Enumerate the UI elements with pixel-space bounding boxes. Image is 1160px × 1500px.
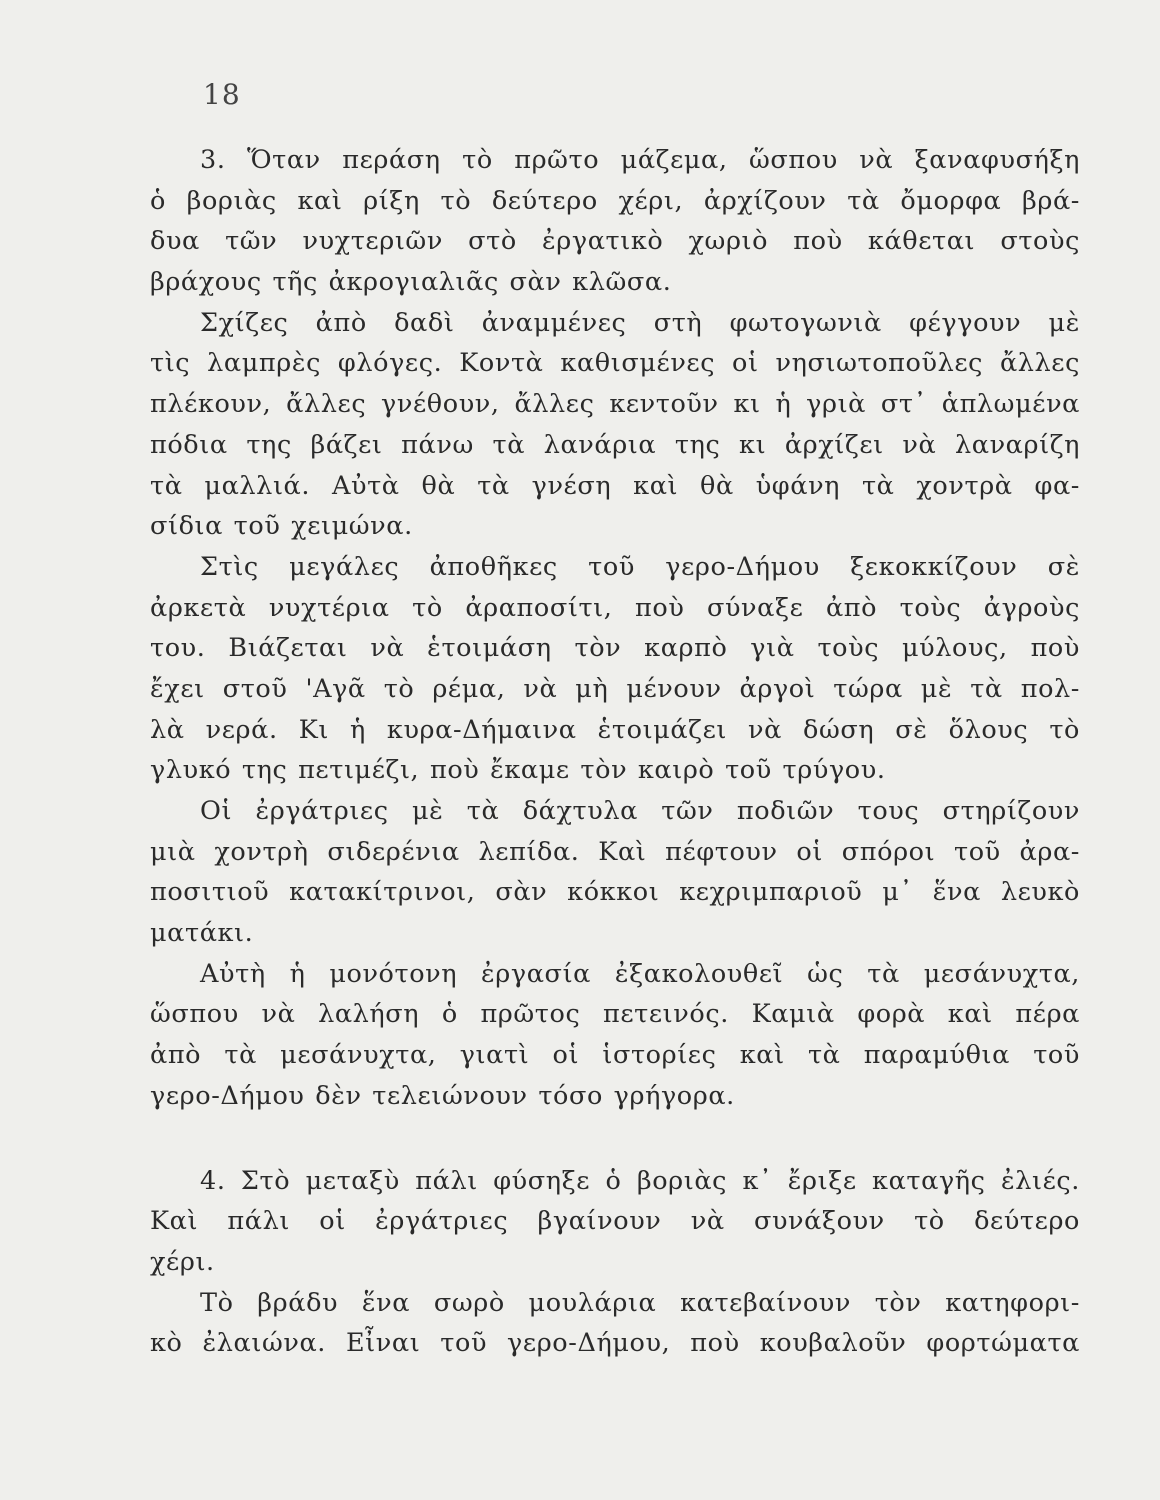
text-line: σίδια τοῦ χειμώνα. xyxy=(150,511,413,542)
section-gap xyxy=(150,1117,1080,1161)
text-line: πλέκουν, ἄλλες γνέθουν, ἄλλες κεντοῦν κι ἡ γριὰ στ᾽ ἁπλωμένα xyxy=(150,389,1080,420)
text-line: Στὶς μεγάλες ἀποθῆκες τοῦ γερο-Δήμου ξεκοκκίζουν σὲ xyxy=(200,551,1080,582)
text-line: ὥσπου νὰ λαλήση ὁ πρῶτος πετεινός. Καμιὰ φορὰ καὶ πέρα xyxy=(150,999,1080,1030)
body-text xyxy=(150,140,1080,1364)
text-line: Οἱ ἐργάτριες μὲ τὰ δάχτυλα τῶν ποδιῶν τους στηρίζουν xyxy=(200,796,1080,826)
text-line: γερο-Δήμου δὲν τελειώνουν τόσο γρήγορα. xyxy=(150,1080,735,1111)
text-line: ἔχει στοῦ 'Αγᾶ τὸ ρέμα, νὰ μὴ μένουν ἀργοὶ τώρα μὲ τὰ πολ- xyxy=(150,673,1080,704)
text-line: Τὸ βράδυ ἕνα σωρὸ μουλάρια κατεβαίνουν τὸν κατηφορι- xyxy=(200,1287,1080,1318)
text-line: βράχους τῆς ἀκρογιαλιᾶς σὰν κλῶσα. xyxy=(150,267,672,298)
page-number: 18 xyxy=(203,78,241,111)
text-line: Αὐτὴ ἡ μονότονη ἐργασία ἐξακολουθεῖ ὡς τὰ μεσάνυχτα, xyxy=(200,958,1080,989)
text-line: του. Βιάζεται νὰ ἑτοιμάση τὸν καρπὸ γιὰ τοὺς μύλους, ποὺ xyxy=(150,633,1080,664)
text-line: χέρι. xyxy=(150,1246,215,1277)
text-line: ἀπὸ τὰ μεσάνυχτα, γιατὶ οἱ ἱστορίες καὶ τὰ παραμύθια τοῦ xyxy=(150,1040,1080,1071)
text-line: δυα τῶν νυχτεριῶν στὸ ἐργατικὸ χωριὸ ποὺ κάθεται στοὺς xyxy=(150,226,1080,257)
text-line: ματάκι. xyxy=(150,918,254,949)
text-line: κὸ ἐλαιώνα. Εἶναι τοῦ γερο-Δήμου, ποὺ κουβαλοῦν φορτώματα xyxy=(150,1328,1080,1359)
text-line: πόδια της βάζει πάνω τὰ λανάρια της κι ἀρχίζει νὰ λαναρίζη xyxy=(150,429,1080,460)
text-line: τὶς λαμπρὲς φλόγες. Κοντὰ καθισμένες οἱ νησιωτοποῦλες ἄλλες xyxy=(150,348,1080,379)
text-line: Σχίζες ἀπὸ δαδὶ ἀναμμένες στὴ φωτογωνιὰ φέγγουν μὲ xyxy=(200,307,1080,338)
text-line: ὁ βοριὰς καὶ ρίξη τὸ δεύτερο χέρι, ἀρχίζουν τὰ ὄμορφα βρά- xyxy=(150,185,1080,216)
text-line: 4. Στὸ μεταξὺ πάλι φύσηξε ὁ βοριὰς κ᾽ ἔριξε καταγῆς ἐλιές. xyxy=(200,1165,1080,1196)
text-line: μιὰ χοντρὴ σιδερένια λεπίδα. Καὶ πέφτουν οἱ σπόροι τοῦ ἀρα- xyxy=(150,836,1080,867)
text-line: γλυκό της πετιμέζι, ποὺ ἔκαμε τὸν καιρὸ τοῦ τρύγου. xyxy=(150,755,886,786)
text-line: τὰ μαλλιά. Αὐτὰ θὰ τὰ γνέση καὶ θὰ ὑφάνη τὰ χοντρὰ φα- xyxy=(150,470,1080,501)
text-line: λὰ νερά. Κι ἡ κυρα-Δήμαινα ἑτοιμάζει νὰ δώση σὲ ὅλους τὸ xyxy=(150,714,1080,745)
text-line: ποσιτιοῦ κατακίτρινοι, σὰν κόκκοι κεχριμπαριοῦ μ᾽ ἕνα λευκὸ xyxy=(150,877,1080,908)
text-line: ἀρκετὰ νυχτέρια τὸ ἀραποσίτι, ποὺ σύναξε ἀπὸ τοὺς ἀγροὺς xyxy=(150,592,1080,623)
text-line: Καὶ πάλι οἱ ἐργάτριες βγαίνουν νὰ συνάξουν τὸ δεύτερο xyxy=(150,1206,1080,1237)
text-line: 3. Ὅταν περάση τὸ πρῶτο μάζεμα, ὥσπου νὰ ξαναφυσήξη xyxy=(200,145,1080,175)
